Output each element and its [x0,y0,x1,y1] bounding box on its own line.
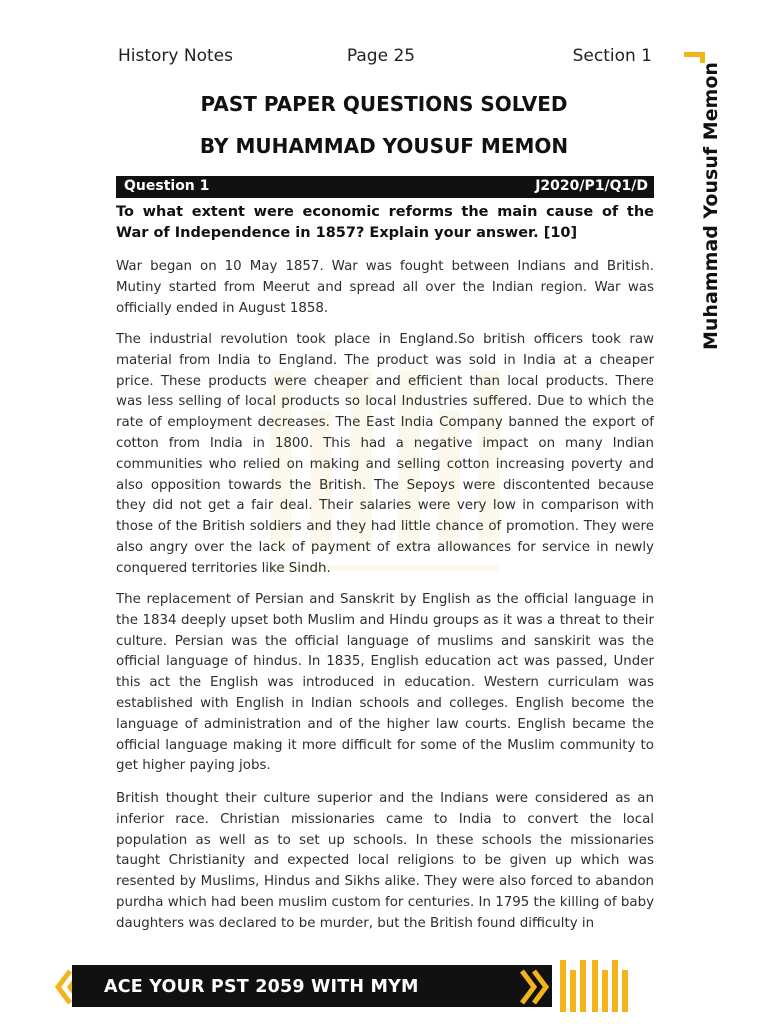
paragraph: The industrial revolution took place in England.So british officers took raw material from India to England. The product was sold in India at a cheaper price. These products were cheaper and efficient than local products. There was less selling of local products so local Industries suffered. Due to which the rate of employment decreases. The East India Company banned the export of cotton from India in 1800. This had a negative impact on many Indian communities who relied on making and selling cotton increasing poverty and also opposition towards the British. The Sepoys were discontented because they did not get a fair deal. Their salaries were very low in comparison with those of the British soldiers and they had little chance of promotion. They were also angry over the lack of payment of extra allowances for service in newly conquered territories like Sindh. [116,332,654,576]
footer-banner [0,955,768,1015]
header-section: Section 1 [572,46,652,66]
question-code: J2020/P1/Q1/D [535,178,648,194]
header-page-number: Page 25 [346,46,416,66]
question-text: To what extent were economic reforms the main cause of the War of Independence in 1857? Explain your answer. [10] [116,204,654,241]
paragraph: War began on 10 May 1857. War was fought between Indians and British. Mutiny started from Meerut and spread all over the Indian region. War was officially ended in August 1858. [116,259,654,316]
double-chevron-icon [512,967,552,1007]
mym-logo-icon [556,958,632,1014]
footer-text: ACE YOUR PST 2059 WITH MYM [104,977,419,997]
header-subject: History Notes [118,46,233,66]
question-label: Question 1 [124,178,210,194]
side-author-label: Muhammad Yousuf Memon [700,62,722,350]
paragraph: British thought their culture superior and the Indians were considered as an inferior race. Christian missionaries came to India to convert the local population as well as to set up schools. In these schools the missionaries taught Christianity and expected local religions to be given up which was resented by Muslims, Hindus and Sikhs alike. They were also forced to abandon purdha which had been muslim custom for centuries. In 1795 the killing of baby daughters was declared to be murder, but the British found difficulty in [116,791,654,931]
page-title: PAST PAPER QUESTIONS SOLVED [200,92,568,116]
question-bar [116,176,654,198]
paragraph: The replacement of Persian and Sanskrit by English as the official language in the 1834 deeply upset both Muslim and Hindu groups as it was a threat to their culture. Persian was the official language of muslims and sanskirit was the official language of hindus. In 1835, English education act was passed, Under this act the English was introduced in education. Western curriculam was established with English in Indian schools and colleges. English become the language of administration and of the higher law courts. English became the official language making it more difficult for some of the Muslim community to get higher paying jobs. [116,592,654,774]
page-author: BY MUHAMMAD YOUSUF MEMON [199,134,569,158]
